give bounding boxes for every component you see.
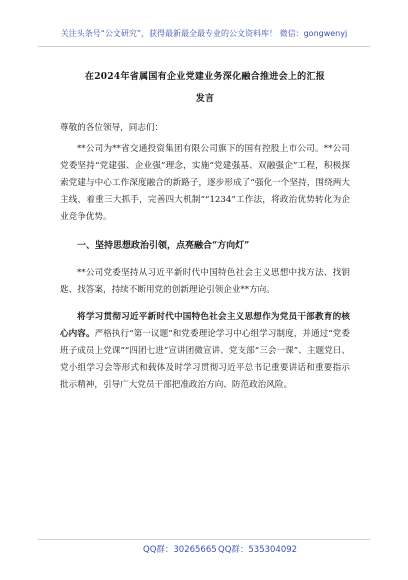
- section-1-paragraph-1: **公司党委坚持从习近平新时代中国特色社会主义思想中找方法、找钥匙、找答案，持续不断用党的创新理论引领企业**方向。: [60, 268, 350, 295]
- footer-qq-group-2: QQ群：535304092: [218, 545, 298, 555]
- header-banner: 关注头条号“公文研究”，获得最新最全最专业的公文资料库！ 微信：gongwenyj: [60, 29, 348, 38]
- title-line-2: 发言: [195, 94, 215, 104]
- footer-qq-group-1: QQ群：30265665: [143, 545, 217, 555]
- section-1-heading: 一、坚持思想政治引领，点亮融合“方向灯”: [77, 241, 250, 251]
- greeting: 尊敬的各位领导，同志们：: [60, 123, 164, 133]
- paragraph-lead-sentence: 将学习贯彻习近平新时代中国特色社会主义思想作为党员干部教育的核心内容。: [60, 312, 350, 339]
- document-title: [60, 66, 350, 110]
- document-body: [60, 66, 350, 408]
- title-line-1: 在2024年省属国有企业党建业务深化融合推进会上的汇报: [84, 72, 326, 82]
- section-1-paragraph-2: [60, 309, 350, 394]
- header-divider: [38, 46, 370, 47]
- footer-divider: [38, 539, 370, 540]
- paragraph-body: 严格执行“第一议题”和党委理论学习中心组学习制度，并通过“党委班子成员上党课”“四团七进”宣讲团微宣讲、党支部“三会一课”、主题党日、党小组学习会等形式和载体及时学习贯彻习近平总书记重要讲话和重要指示批示精神，引导广大党员干部把准政治方向、防范政治风险。: [60, 329, 350, 390]
- intro-paragraph: **公司为**省交通投资集团有限公司旗下的国有控股上市公司。**公司党委坚持“党建强、企业强”理念，实施“党建强基、双融强企”工程，积极探索党建与中心工作深度融合的新路子，逐步形成了“强化一个坚持，围绕两大主线，着重三大抓手，完善四大机制”“1234”工作法，将政治优势转化为企业竞争优势。: [60, 144, 350, 222]
